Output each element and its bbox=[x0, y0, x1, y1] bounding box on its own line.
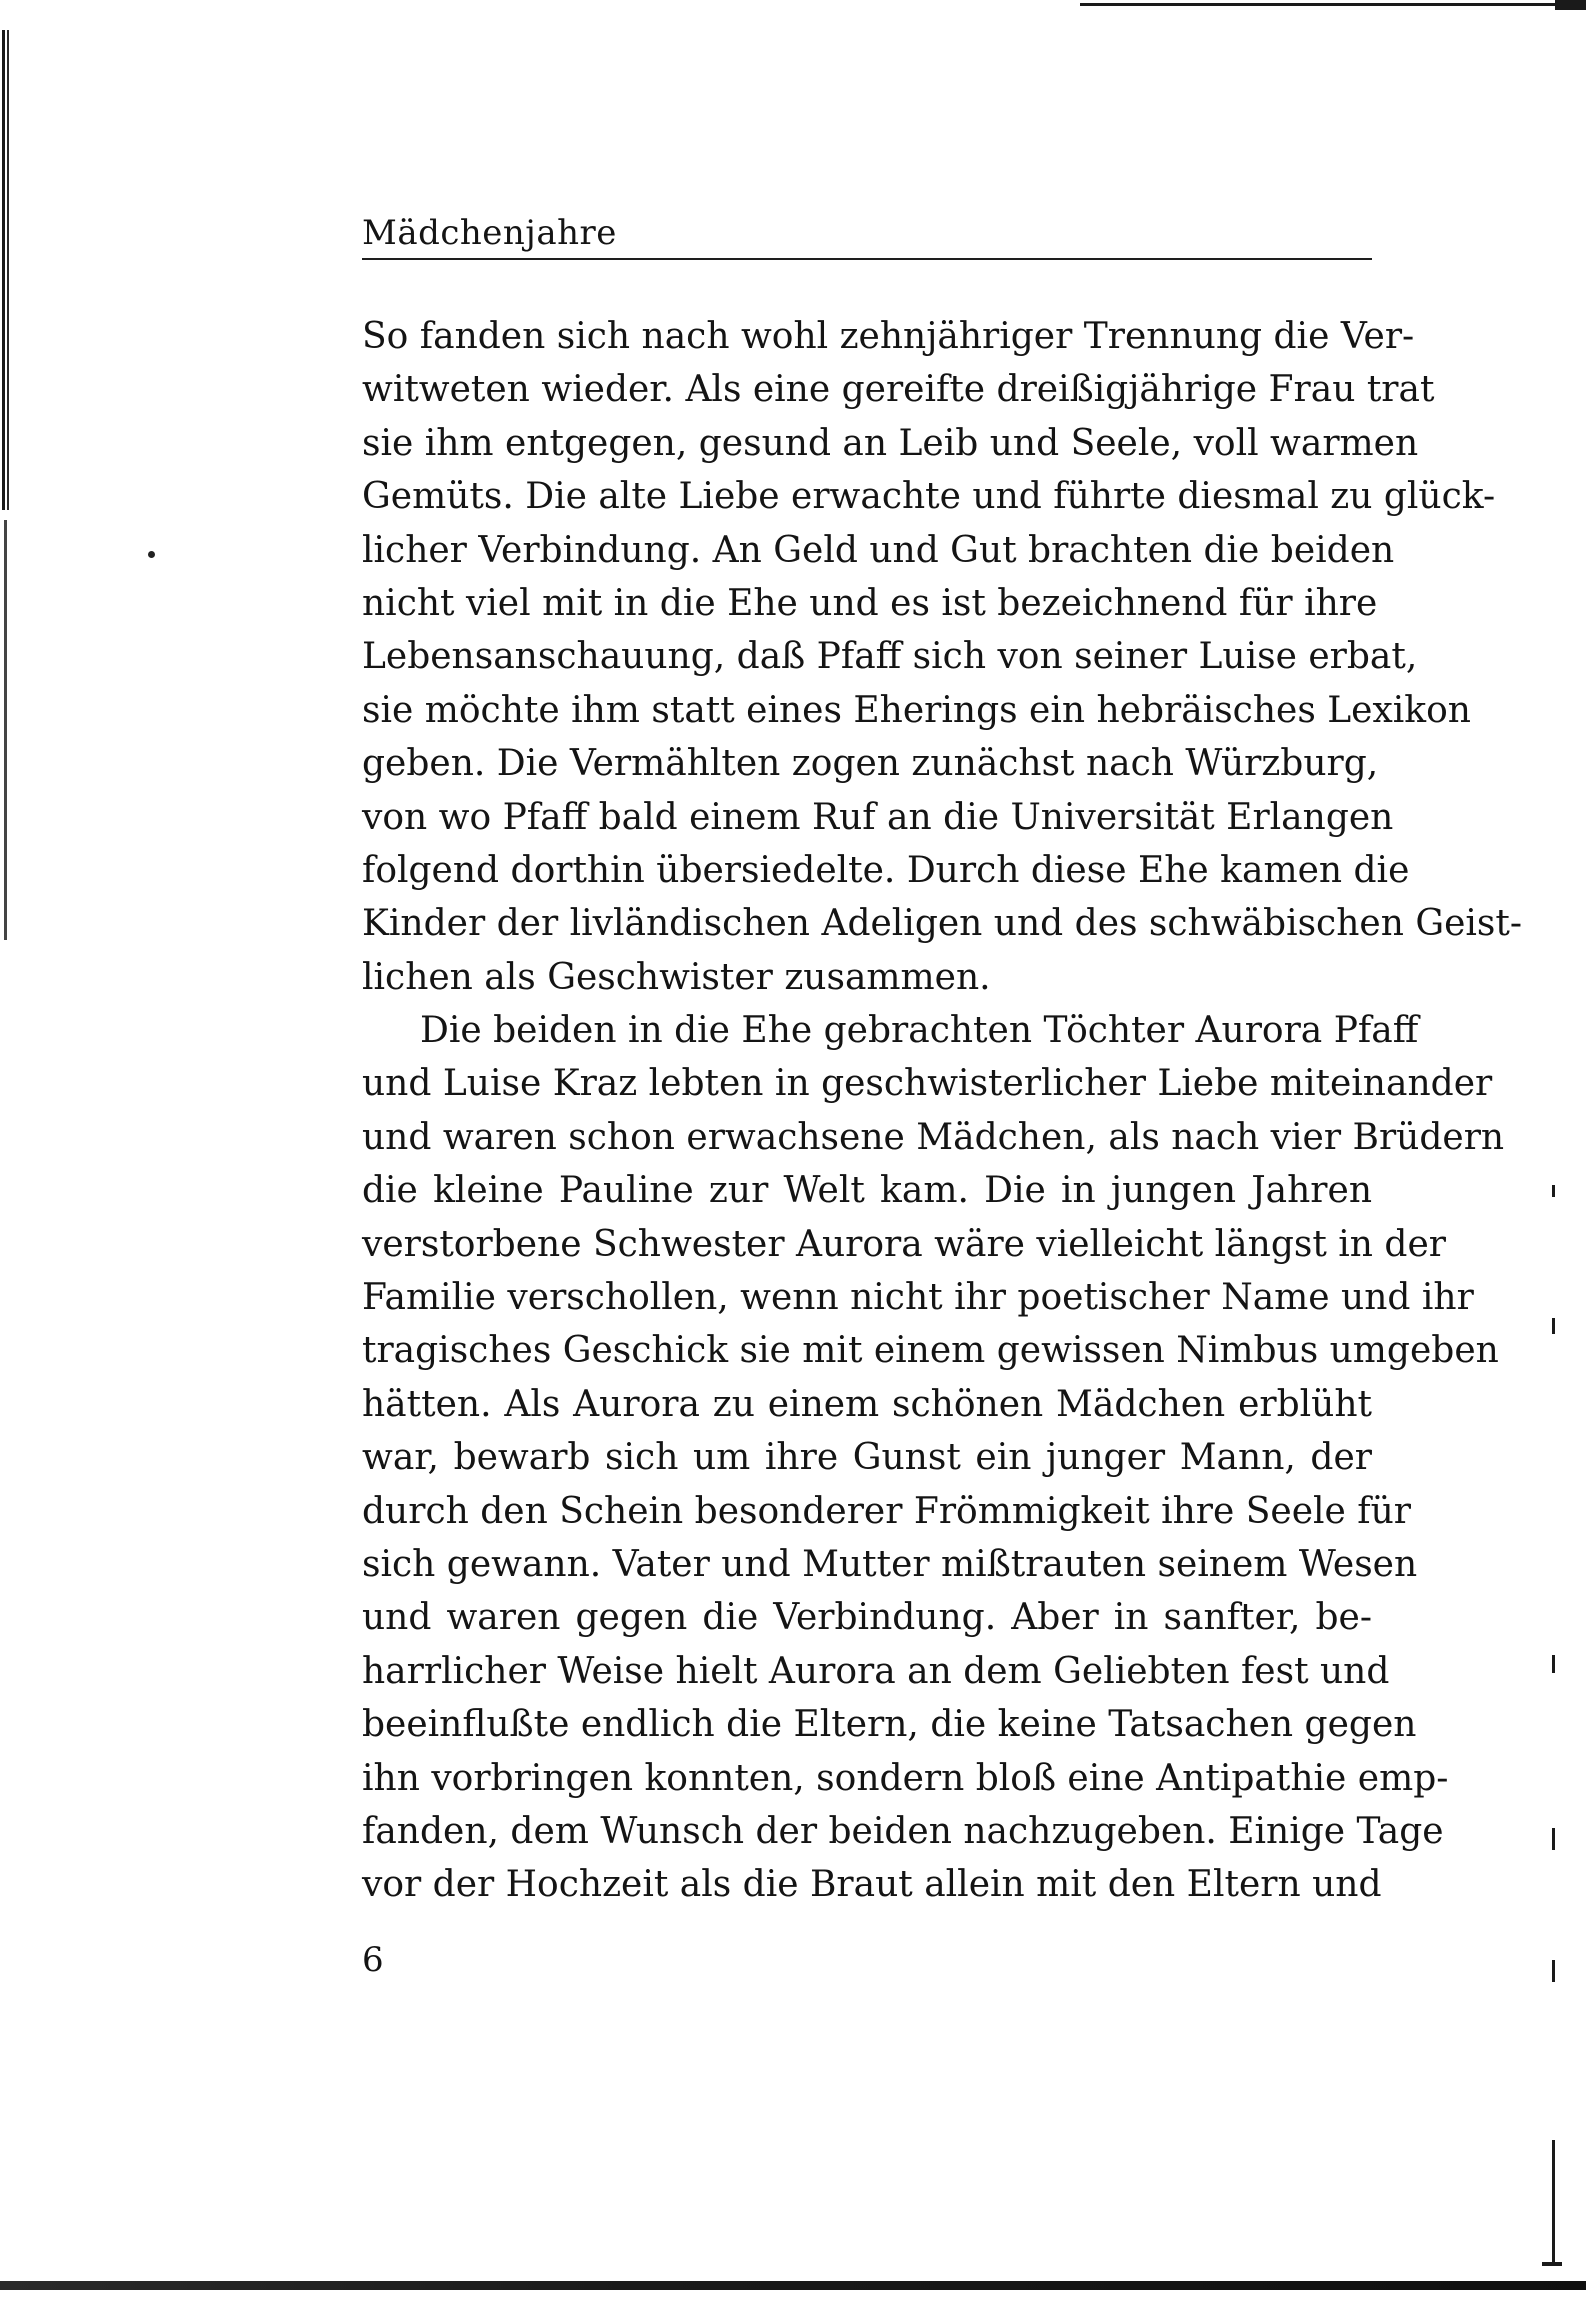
page-number: 6 bbox=[362, 1940, 384, 1980]
scan-mark-right bbox=[1552, 1828, 1555, 1850]
text-line: war, bewarb sich um ihre Gunst ein junger Mann, der bbox=[362, 1437, 1372, 1479]
text-line: von wo Pfaff bald einem Ruf an die Universität Erlangen bbox=[362, 796, 1394, 838]
text-line: Lebensanschauung, daß Pfaff sich von seiner Luise erbat, bbox=[362, 636, 1418, 678]
text-line: beeinflußte endlich die Eltern, die keine Tatsachen gegen bbox=[362, 1704, 1417, 1746]
text-line: und waren gegen die Verbindung. Aber in sanfter, be- bbox=[362, 1597, 1372, 1639]
text-line: und waren schon erwachsene Mädchen, als nach vier Brüdern bbox=[362, 1116, 1505, 1158]
text-line: geben. Die Vermählten zogen zunächst nach Würzburg, bbox=[362, 743, 1379, 785]
paragraph-2 bbox=[362, 1004, 1505, 1912]
scan-edge-top bbox=[1080, 3, 1586, 6]
text-line: die kleine Pauline zur Welt kam. Die in jungen Jahren bbox=[362, 1170, 1372, 1212]
text-line: Kinder der livländischen Adeligen und des schwäbischen Geist- bbox=[362, 903, 1523, 945]
text-line: durch den Schein besonderer Frömmigkeit ihre Seele für bbox=[362, 1490, 1412, 1532]
text-line: lichen als Geschwister zusammen. bbox=[362, 956, 991, 998]
text-line: und Luise Kraz lebten in geschwisterlicher Liebe miteinander bbox=[362, 1063, 1493, 1105]
scan-mark-right bbox=[1552, 1655, 1555, 1673]
text-line: verstorbene Schwester Aurora wäre vielleicht längst in der bbox=[362, 1223, 1446, 1265]
scan-edge-bottom bbox=[0, 2281, 1586, 2290]
text-line: sich gewann. Vater und Mutter mißtrauten seinem Wesen bbox=[362, 1543, 1418, 1585]
text-line: Die beiden in die Ehe gebrachten Töchter Aurora Pfaff bbox=[420, 1010, 1419, 1052]
text-line: licher Verbindung. An Geld und Gut brachten die beiden bbox=[362, 529, 1395, 571]
text-line: nicht viel mit in die Ehe und es ist bezeichnend für ihre bbox=[362, 582, 1378, 624]
scan-mark-right bbox=[1552, 1318, 1555, 1334]
text-line: tragisches Geschick sie mit einem gewissen Nimbus umgeben bbox=[362, 1330, 1499, 1372]
scan-mark-right bbox=[1552, 2140, 1555, 2265]
stray-ink-dot bbox=[148, 551, 155, 558]
header-rule bbox=[362, 258, 1372, 260]
text-line: Gemüts. Die alte Liebe erwachte und führte diesmal zu glück- bbox=[362, 476, 1496, 518]
text-line: vor der Hochzeit als die Braut allein mit den Eltern und bbox=[362, 1864, 1382, 1906]
text-line: Familie verschollen, wenn nicht ihr poetischer Name und ihr bbox=[362, 1277, 1474, 1319]
running-head: Mädchenjahre bbox=[362, 213, 617, 253]
text-line: So fanden sich nach wohl zehnjähriger Trennung die Ver- bbox=[362, 316, 1415, 357]
scan-mark-corner bbox=[1542, 2262, 1562, 2266]
text-line: harrlicher Weise hielt Aurora an dem Geliebten fest und bbox=[362, 1650, 1390, 1692]
text-line: sie möchte ihm statt eines Eherings ein hebräisches Lexikon bbox=[362, 689, 1471, 731]
body-text bbox=[362, 310, 1523, 1912]
text-line: fanden, dem Wunsch der beiden nachzugeben. Einige Tage bbox=[362, 1810, 1444, 1852]
scan-mark-right bbox=[1552, 1960, 1555, 1982]
text-line: sie ihm entgegen, gesund an Leib und Seele, voll warmen bbox=[362, 422, 1419, 464]
scan-edge-top-corner bbox=[1555, 0, 1586, 10]
scan-edge-left bbox=[2, 30, 14, 510]
text-line: folgend dorthin übersiedelte. Durch diese Ehe kamen die bbox=[362, 849, 1410, 891]
text-line: ihn vorbringen konnten, sondern bloß eine Antipathie emp- bbox=[362, 1757, 1449, 1799]
paragraph-1 bbox=[362, 310, 1523, 1004]
text-line: witweten wieder. Als eine gereifte dreißigjährige Frau trat bbox=[362, 369, 1435, 411]
text-line: hätten. Als Aurora zu einem schönen Mädchen erblüht bbox=[362, 1383, 1372, 1425]
scan-edge-left-lower bbox=[4, 520, 7, 940]
scan-mark-right bbox=[1552, 1185, 1555, 1197]
